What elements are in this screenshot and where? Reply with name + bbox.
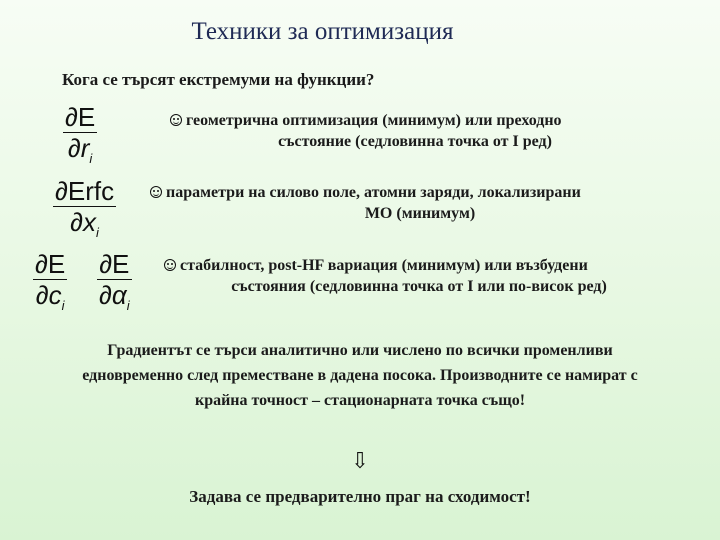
formula-numerator: ∂E	[65, 102, 96, 132]
question-text: Кога се търсят екстремуми на функции?	[62, 70, 375, 89]
formula-denominator: $\partial r_i$	[67, 133, 93, 166]
smiley-bullet-icon	[164, 259, 176, 271]
formula-denominator: $\partial x_i$	[70, 207, 99, 240]
conclusion-text: Задава се предварително праг на сходимост!	[189, 487, 531, 506]
formula-dE-dri	[63, 102, 97, 174]
down-arrow-icon: ⇩	[350, 448, 370, 473]
list-item: геометрична оптимизация (минимум) или преходно състояние (седловинна точка от I ред)	[170, 110, 660, 152]
formula-dErfc-dxi	[53, 176, 116, 248]
formula-dE-dalphai	[97, 249, 132, 321]
formula-denominator: $\partial c_i$	[35, 280, 65, 313]
formula-numerator: ∂Erfc	[55, 176, 115, 206]
list-item: параметри на силово поле, атомни заряди, локализирани МО (минимум)	[150, 182, 690, 224]
smiley-bullet-icon	[150, 186, 162, 198]
smiley-bullet-icon	[170, 114, 182, 126]
formula-numerator: ∂E	[35, 249, 66, 279]
formula-dE-dci	[33, 249, 67, 321]
page-title: Техники за оптимизация	[191, 18, 454, 45]
formula-denominator: $\partial\alpha_i$	[99, 280, 130, 313]
formula-numerator: ∂E	[99, 249, 130, 279]
list-item: стабилност, post-HF вариация (минимум) или възбудени състояния (седловинна точка от I или по-висок ред)	[164, 255, 674, 297]
gradient-paragraph: Градиентът се търси аналитично или числено по всички променливи едновременно след преместване в дадена посока. Производните се намират с крайна точност – стационарната точка също!	[82, 342, 638, 409]
